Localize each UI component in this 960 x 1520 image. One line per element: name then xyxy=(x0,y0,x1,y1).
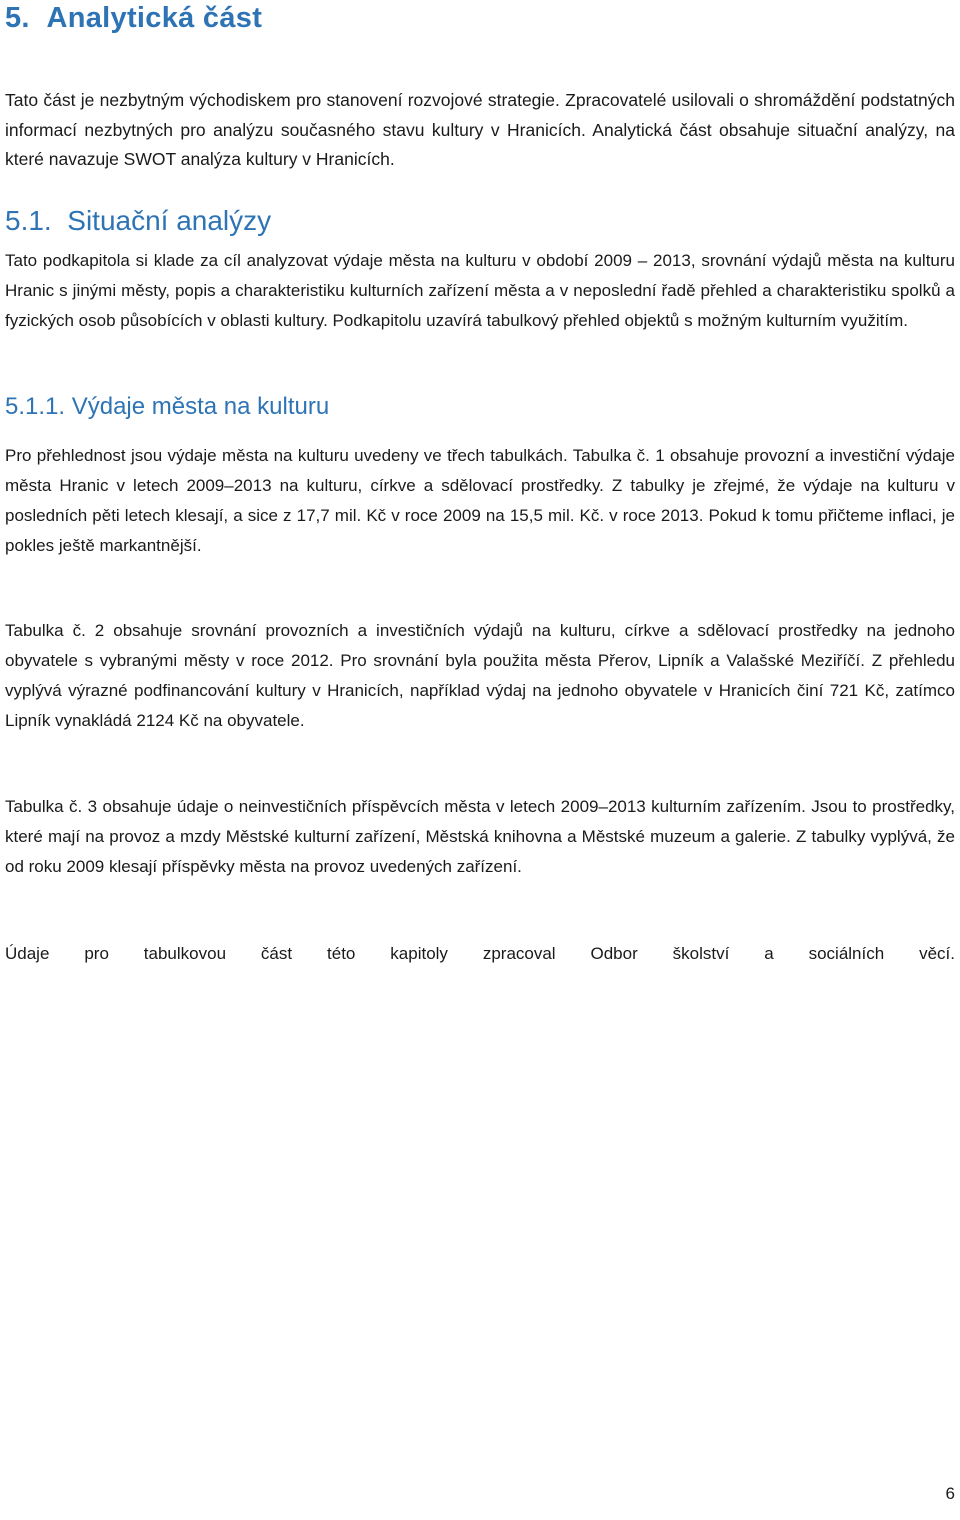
page-number: 6 xyxy=(945,1484,955,1503)
section-paragraph: Tato podkapitola si klade za cíl analyzovat výdaje města na kulturu v období 2009 – 2013, srovnání výdajů města na kulturu Hranic s jinými městy, popis a charakteristiku kulturních zařízení města a v neposlední řadě přehled a charakteristiku spolků a fyzických osob působících v oblasti kultury. Podkapitolu uzavírá tabulkový přehled objektů s možným kulturním využitím. xyxy=(5,251,955,330)
section-heading: 5.1. Situační analýzy xyxy=(5,205,272,236)
chapter-heading: 5. Analytická část xyxy=(5,2,263,34)
subsection-heading: 5.1.1. Výdaje města na kulturu xyxy=(5,393,330,420)
table-2-paragraph: Tabulka č. 2 obsahuje srovnání provozních a investičních výdajů na kulturu, církve a sdělovací prostředky na jednoho obyvatele s vybranými městy v roce 2012. Pro srovnání byla použita města Přerov, Lipník a Valašské Meziříčí. Z přehledu vyplývá výrazné podfinancování kultury v Hranicích, například výdaj na jednoho obyvatele v Hranicích činí 721 Kč, zatímco Lipník vynakládá 2124 Kč na obyvatele. xyxy=(5,621,955,730)
source-paragraph: Údaje pro tabulkovou část této kapitoly zpracoval Odbor školství a sociálních věcí. xyxy=(5,944,955,963)
table-1-paragraph: Pro přehlednost jsou výdaje města na kulturu uvedeny ve třech tabulkách. Tabulka č. 1 obsahuje provozní a investiční výdaje města Hranic v letech 2009–2013 na kulturu, církve a sdělovací prostředky. Z tabulky je zřejmé, že výdaje na kulturu v posledních pěti letech klesají, a sice z 17,7 mil. Kč v roce 2009 na 15,5 mil. Kč. v roce 2013. Pokud k tomu přičteme inflaci, je pokles ještě markantnější. xyxy=(5,446,955,555)
table-3-paragraph: Tabulka č. 3 obsahuje údaje o neinvestičních příspěvcích města v letech 2009–2013 kulturním zařízením. Jsou to prostředky, které mají na provoz a mzdy Městské kulturní zařízení, Městská knihovna a Městské muzeum a galerie. Z tabulky vyplývá, že od roku 2009 klesají příspěvky města na provoz uvedených zařízení. xyxy=(5,797,955,876)
intro-paragraph: Tato část je nezbytným východiskem pro stanovení rozvojové strategie. Zpracovatelé usilovali o shromáždění podstatných informací nezbytných pro analýzu současného stavu kultury v Hranicích. Analytická část obsahuje situační analýzy, na které navazuje SWOT analýza kultury v Hranicích. xyxy=(5,90,955,169)
